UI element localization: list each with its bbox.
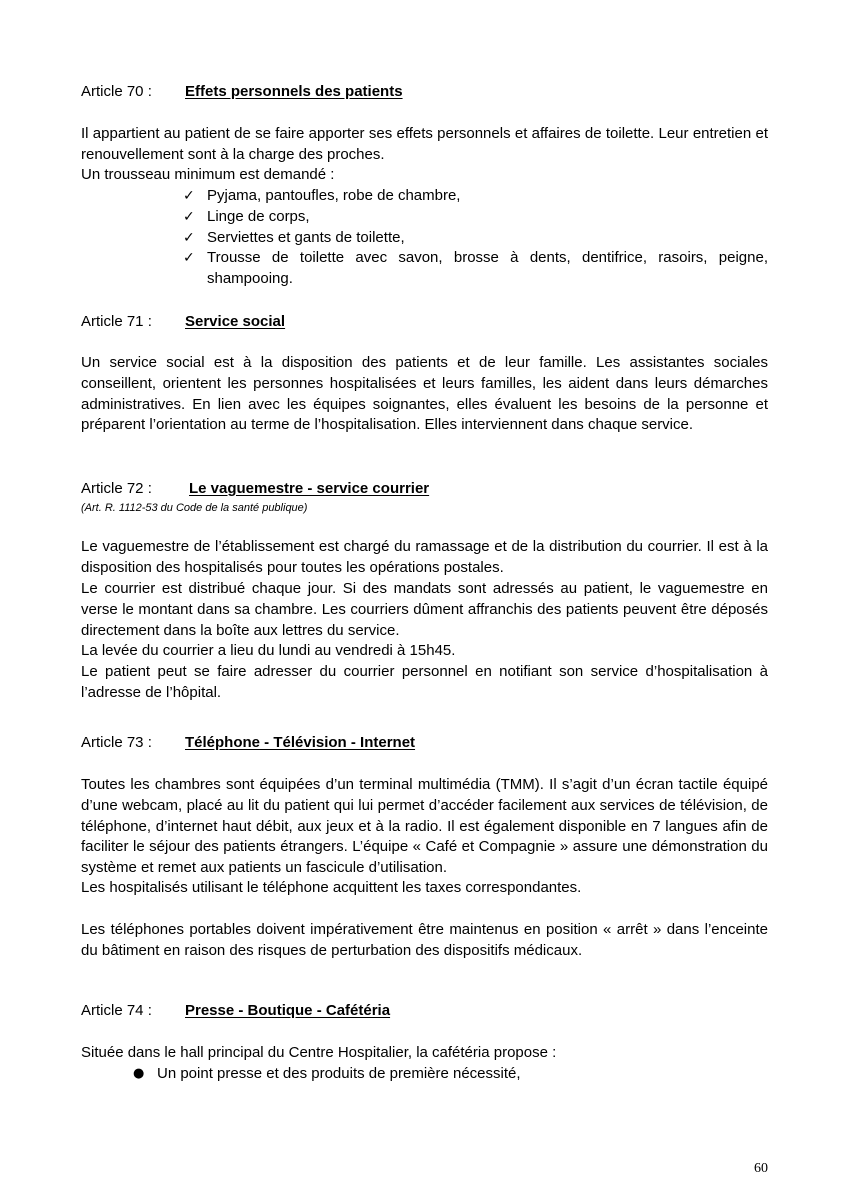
article-number: Article 72 : [81,480,152,497]
article-number: Article 70 : [81,83,152,100]
article-74-heading [81,1001,768,1022]
list-item: ✓ Pyjama, pantoufles, robe de chambre, [207,186,768,207]
article-70-checklist [183,186,768,290]
article-number: Article 74 : [81,1002,152,1019]
article-72-paragraph-1: Le vaguemestre de l’établissement est chargé du ramassage et de la distribution du courrier. Il est à la disposition des hospitalisés pour toutes les opérations postales. [81,538,768,576]
checkmark-icon: ✓ [183,229,195,246]
list-item: ✓ Serviettes et gants de toilette, [207,228,768,249]
checkmark-icon: ✓ [183,250,195,267]
article-71-paragraph-1: Un service social est à la disposition des patients et de leur famille. Les assistantes sociales conseillent, orientent les personnes hospitalisées et leurs familles, les aident dans leurs démarches administratives. En lien avec les équipes soignantes, elles évaluent les besoins de la personne et préparent l’orientation au terme de l’hospitalisation. Elles interviennent dans chaque service. [81,354,768,434]
article-73-paragraph-1: Toutes les chambres sont équipées d’un terminal multimédia (TMM). Il s’agit d’un écran tactile équipé d’une webcam, placé au lit du patient qui lui permet d’accéder facilement aux services de télévision, de téléphone, d’internet haut débit, aux jeux et à la radio. Il est également disponible en 7 langues afin de faciliter le séjour des patients étrangers. L’équipe « Café et Compagnie » assure une démonstration du système et remet aux patients un fascicule d’utilisation. [81,776,768,877]
article-number: Article 71 : [81,313,152,330]
article-title: Le vaguemestre - service courrier [189,480,430,497]
page-number: 60 [754,1161,768,1176]
article-74-bullet-list [133,1064,768,1085]
list-item: ✓ Linge de corps, [207,207,768,228]
article-title: Effets personnels des patients [185,83,403,100]
article-73-paragraph-2: Les hospitalisés utilisant le téléphone acquittent les taxes correspondantes. [81,879,582,896]
article-title: Service social [185,313,286,330]
article-72-paragraph-4: Le patient peut se faire adresser du courrier personnel en notifiant son service d’hospitalisation à l’adresse de l’hôpital. [81,663,768,701]
article-72-heading [81,479,768,515]
article-71-heading [81,312,768,333]
article-74-paragraph-1: Située dans le hall principal du Centre Hospitalier, la cafétéria propose : [81,1044,557,1061]
checkmark-icon: ✓ [183,188,195,204]
article-70-paragraph-2: Un trousseau minimum est demandé : [81,166,335,183]
list-item: ● Un point presse et des produits de première nécessité, [157,1064,768,1085]
article-72-paragraph-3: La levée du courrier a lieu du lundi au vendredi à 15h45. [81,642,456,659]
article-70-paragraph-1: Il appartient au patient de se faire apporter ses effets personnels et affaires de toilette. Leur entretien et renouvellement sont à la charge des proches. [81,125,768,163]
checkmark-icon: ✓ [183,208,195,225]
bullet-icon: ● [133,1066,145,1081]
article-number: Article 73 : [81,734,152,751]
article-title: Téléphone - Télévision - Internet [185,734,416,751]
article-70-heading [81,82,768,103]
list-item: ✓ Trousse de toilette avec savon, brosse à dents, dentifrice, rasoirs, peigne, shampooing. [183,249,768,288]
article-title: Presse - Boutique - Cafétéria [185,1002,391,1019]
article-73-paragraph-3: Les téléphones portables doivent impérativement être maintenus en position « arrêt » dans l’enceinte du bâtiment en raison des risques de perturbation des dispositifs médicaux. [81,921,768,959]
article-72-paragraph-2: Le courrier est distribué chaque jour. Si des mandats sont adressés au patient, le vaguemestre en verse le montant dans sa chambre. Les courriers dûment affranchis des patients peuvent être déposés directement dans la boîte aux lettres du service. [81,580,768,639]
article-73-heading [81,733,768,754]
legal-reference: (Art. R. 1112-53 du Code de la santé publique) [81,501,308,514]
